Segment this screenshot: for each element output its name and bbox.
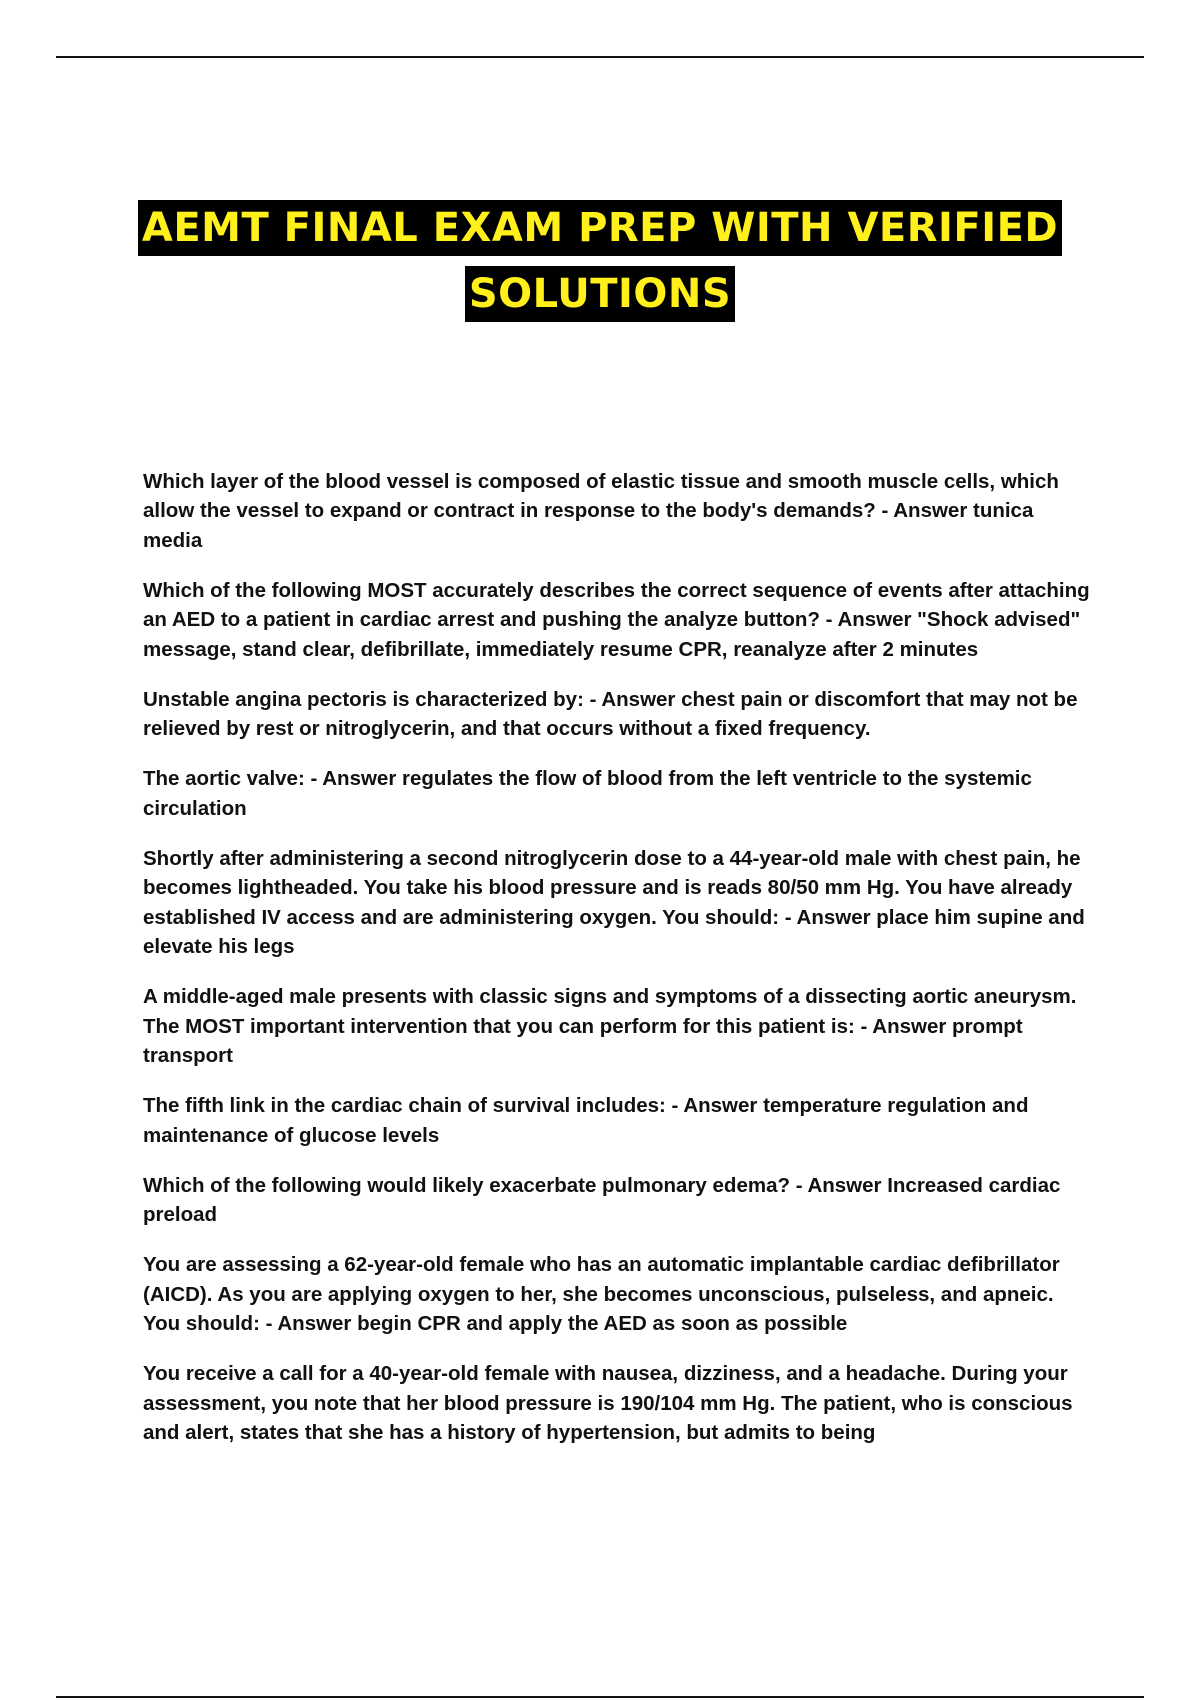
title-line-2: SOLUTIONS	[465, 266, 735, 322]
qa-item-8: Which of the following would likely exacerbate pulmonary edema? - Answer Increased cardiac preload	[143, 1173, 1061, 1226]
qa-item-2: Which of the following MOST accurately describes the correct sequence of events after attaching an AED to a patient in cardiac arrest and pushing the analyze button? - Answer "Shock advised" message, stand clear, defibrillate, immediately resume CPR, reanalyze after 2 minutes	[143, 578, 1090, 661]
document-title	[0, 200, 1200, 322]
top-rule	[56, 56, 1144, 58]
title-line-1: AEMT FINAL EXAM PREP WITH VERIFIED	[138, 200, 1062, 256]
bottom-rule	[56, 1696, 1144, 1698]
qa-item-5: Shortly after administering a second nitroglycerin dose to a 44-year-old male with chest pain, he becomes lightheaded. You take his blood pressure and is reads 80/50 mm Hg. You have already established IV access and are administering oxygen. You should: - Answer place him supine and elevate his legs	[143, 846, 1085, 958]
qa-item-1: Which layer of the blood vessel is composed of elastic tissue and smooth muscle cells, which allow the vessel to expand or contract in response to the body's demands? - Answer tunica media	[143, 469, 1059, 552]
qa-item-10: You receive a call for a 40-year-old female with nausea, dizziness, and a headache. During your assessment, you note that her blood pressure is 190/104 mm Hg. The patient, who is conscious and alert, states that she has a history of hypertension, but admits to being	[143, 1362, 1073, 1444]
question-answer-list	[143, 446, 1093, 1467]
qa-item-6: A middle-aged male presents with classic signs and symptoms of a dissecting aortic aneurysm. The MOST important intervention that you can perform for this patient is: - Answer prompt transport	[143, 985, 1077, 1067]
qa-item-4: The aortic valve: - Answer regulates the flow of blood from the left ventricle to the systemic circulation	[143, 767, 1032, 820]
qa-item-3: Unstable angina pectoris is characterized by: - Answer chest pain or discomfort that may not be relieved by rest or nitroglycerin, and that occurs without a fixed frequency.	[143, 687, 1078, 740]
qa-item-9: You are assessing a 62-year-old female who has an automatic implantable cardiac defibrillator (AICD). As you are applying oxygen to her, she becomes unconscious, pulseless, and apneic. You should: - Answer begin CPR and apply the AED as soon as possible	[143, 1253, 1060, 1335]
qa-item-7: The fifth link in the cardiac chain of survival includes: - Answer temperature regulation and maintenance of glucose levels	[143, 1094, 1029, 1147]
